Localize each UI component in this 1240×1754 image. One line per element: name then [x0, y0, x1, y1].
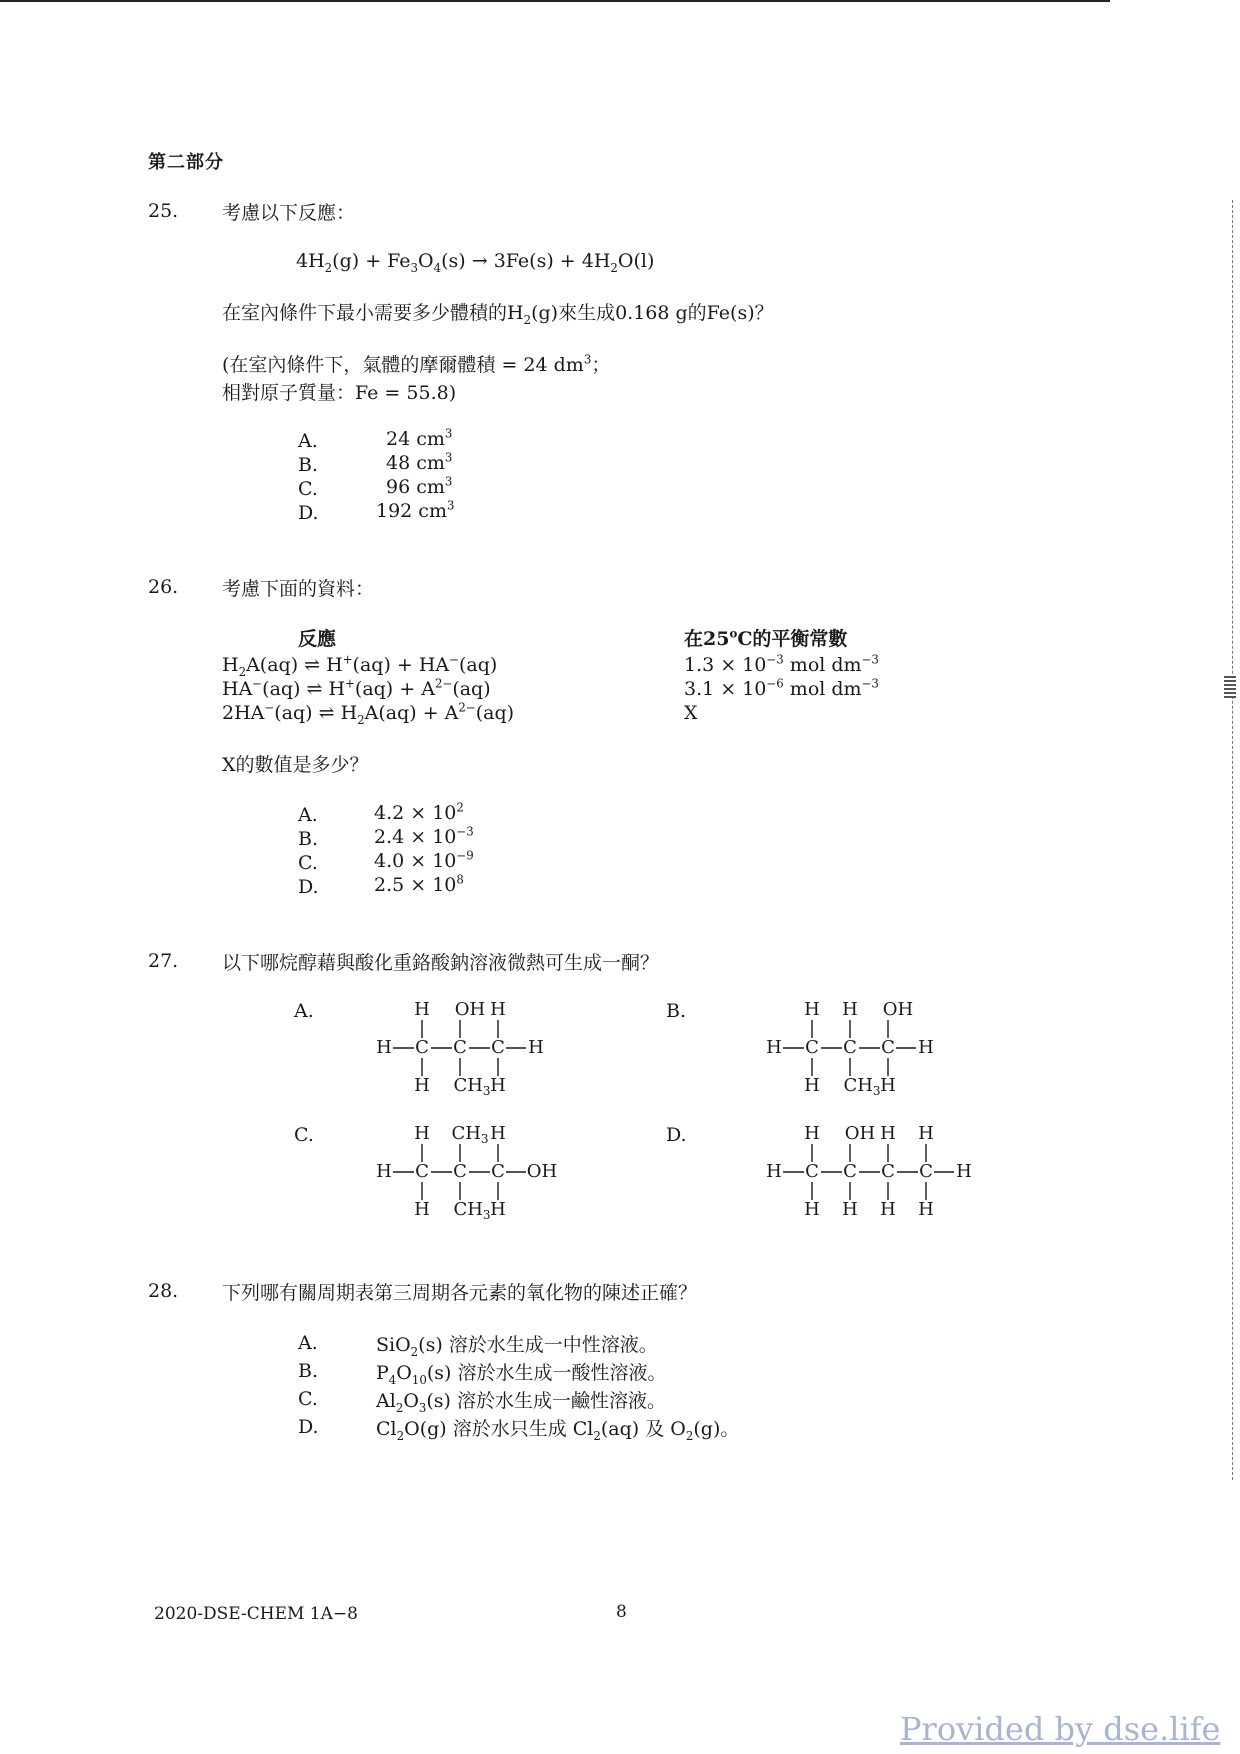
right-end-group: OH — [526, 1161, 558, 1182]
left-hydrogen-atom: H — [766, 1161, 782, 1182]
q25-option-b-letter: B. — [298, 454, 319, 476]
carbon-atom: C — [843, 1037, 857, 1058]
q25-given-atomic-mass: 相對原子質量：Fe = 55.8) — [222, 382, 457, 404]
substituent-top: OH — [882, 999, 914, 1020]
q25-option-a-value: 24 $cm^3$ — [386, 426, 453, 450]
q25-option-c-letter: C. — [298, 478, 318, 500]
q25-option-d-value: 192 $cm^3$ — [376, 498, 455, 522]
substituent-bottom: H — [880, 1075, 896, 1096]
q26-option-c-letter: C. — [298, 852, 318, 874]
carbon-atom: C — [491, 1037, 505, 1058]
substituent-top: H — [414, 999, 430, 1020]
q26-option-a-letter: A. — [298, 804, 318, 826]
side-margin-mark — [1224, 676, 1236, 698]
q26-row1-constant: $1.3 \times 10^{-3}$ mol $dm^{-3}$ — [684, 652, 879, 676]
q25-question: 在室內條件下最小需要多少體積的$H_2(g)$來生成0.168 g的Fe(s)？ — [222, 302, 774, 327]
q28-option-d-text: $Cl_2O(g)$ 溶於水只生成 $Cl_2(aq)$ 及 $O_2(g)$。 — [376, 1418, 740, 1443]
right-end-group: H — [528, 1037, 544, 1058]
carbon-atom: C — [881, 1037, 895, 1058]
substituent-top: H — [490, 999, 506, 1020]
q26-option-d-letter: D. — [298, 876, 319, 898]
q26-option-b-value: $2.4 \times 10^{-3}$ — [374, 824, 474, 848]
q25-prompt: 考慮以下反應： — [222, 202, 356, 224]
carbon-atom: C — [881, 1161, 895, 1182]
carbon-atom: C — [919, 1161, 933, 1182]
q26-number: 26. — [148, 576, 179, 598]
substituent-bottom: H — [490, 1075, 506, 1096]
q28-prompt: 下列哪有關周期表第三周期各元素的氧化物的陳述正確？ — [222, 1282, 698, 1304]
q26-option-b-letter: B. — [298, 828, 319, 850]
substituent-top: H — [490, 1123, 506, 1144]
substituent-top: OH — [844, 1123, 876, 1144]
q26-row3-reaction: 2HA−(aq) ⇌ $H_2A(aq) + A^{2-}(aq)$ — [222, 700, 515, 727]
q27-structure-b — [760, 996, 960, 1096]
q28-option-b-text: $P_4O_{10}(s)$ 溶於水生成一酸性溶液。 — [376, 1362, 667, 1387]
substituent-top: H — [804, 1123, 820, 1144]
q26-prompt: 考慮下面的資料： — [222, 578, 375, 600]
substituent-top: H — [918, 1123, 934, 1144]
substituent-top: H — [414, 1123, 430, 1144]
q28-option-c-text: $Al_2O_3(s)$ 溶於水生成一鹼性溶液。 — [376, 1390, 667, 1415]
carbon-atom: C — [453, 1161, 467, 1182]
carbon-atom: C — [805, 1161, 819, 1182]
q27-number: 27. — [148, 950, 179, 972]
q27-option-b-letter: B. — [666, 1000, 687, 1022]
q26-row3-constant: X — [684, 702, 698, 724]
substituent-bottom: $CH_3$ — [453, 1199, 491, 1222]
q25-given-molar-volume: (在室內條件下，氣體的摩爾體積 = 24 $dm^3$； — [222, 352, 611, 376]
substituent-top: H — [804, 999, 820, 1020]
carbon-atom: C — [805, 1037, 819, 1058]
q26-option-d-value: $2.5 \times 10^8$ — [374, 872, 464, 896]
q28-option-a-text: SiO$_2$(s) 溶於水生成一中性溶液。 — [376, 1334, 658, 1359]
left-hydrogen-atom: H — [766, 1037, 782, 1058]
q26-option-a-value: $4.2 \times 10^2$ — [374, 800, 464, 824]
q25-option-a-letter: A. — [298, 430, 318, 452]
carbon-atom: C — [843, 1161, 857, 1182]
top-border-line — [0, 0, 1110, 2]
q28-number: 28. — [148, 1280, 179, 1302]
right-end-group: H — [918, 1037, 934, 1058]
carbon-atom: C — [415, 1037, 429, 1058]
q27-option-c-letter: C. — [294, 1124, 314, 1146]
q26-option-c-value: $4.0 \times 10^{-9}$ — [374, 848, 474, 872]
substituent-bottom: H — [880, 1199, 896, 1220]
q27-prompt: 以下哪烷醇藉與酸化重鉻酸鈉溶液微熱可生成一酮？ — [222, 952, 660, 974]
substituent-top: $CH_3$ — [451, 1123, 489, 1146]
substituent-bottom: H — [414, 1199, 430, 1220]
q27-option-a-letter: A. — [294, 1000, 314, 1022]
q26-row1-reaction: $H_2A(aq)$ ⇌ H+(aq) + HA−(aq) — [222, 652, 498, 679]
substituent-bottom: $CH_3$ — [453, 1075, 491, 1098]
q25-number: 25. — [148, 200, 179, 222]
q25-option-d-letter: D. — [298, 502, 319, 524]
left-hydrogen-atom: H — [376, 1037, 392, 1058]
section-title: 第二部分 — [148, 152, 224, 173]
substituent-top: OH — [454, 999, 486, 1020]
q27-structure-c — [370, 1120, 590, 1220]
q28-option-b-letter: B. — [298, 1360, 319, 1382]
q27-option-d-letter: D. — [666, 1124, 687, 1146]
substituent-bottom: $CH_3$ — [843, 1075, 881, 1098]
q26-row2-constant: $3.1 \times 10^{-6}$ mol $dm^{-3}$ — [684, 676, 879, 700]
q26-question: X的數值是多少？ — [222, 754, 369, 776]
substituent-bottom: H — [804, 1075, 820, 1096]
right-end-group: H — [956, 1161, 972, 1182]
q28-option-d-letter: D. — [298, 1416, 319, 1438]
carbon-atom: C — [491, 1161, 505, 1182]
substituent-bottom: H — [414, 1075, 430, 1096]
q26-header-reaction: 反應 — [298, 628, 337, 650]
q26-header-constant: 在25$^o$C的平衡常數 — [684, 626, 848, 650]
q25-equation: $4H_2(g) + Fe_3O_4(s) \to 3Fe(s) + 4H_2O(l)$ — [296, 250, 655, 275]
page-number: 8 — [616, 1602, 627, 1622]
q26-row2-reaction: HA−(aq) ⇌ $H^+(aq) + A^{2-}(aq)$ — [222, 676, 491, 700]
q27-structure-d — [760, 1120, 980, 1220]
watermark-link[interactable]: Provided by dse.life — [900, 1710, 1221, 1748]
substituent-bottom: H — [804, 1199, 820, 1220]
q25-option-c-value: 96 $cm^3$ — [386, 474, 453, 498]
substituent-bottom: H — [490, 1199, 506, 1220]
substituent-bottom: H — [918, 1199, 934, 1220]
left-hydrogen-atom: H — [376, 1161, 392, 1182]
substituent-bottom: H — [842, 1199, 858, 1220]
q28-option-a-letter: A. — [298, 1332, 318, 1354]
paper-code: 2020-DSE-CHEM 1A−8 — [154, 1604, 358, 1624]
q25-option-b-value: 48 $cm^3$ — [386, 450, 453, 474]
substituent-top: H — [842, 999, 858, 1020]
carbon-atom: C — [453, 1037, 467, 1058]
q27-structure-a — [370, 996, 570, 1096]
page-edge-line — [1232, 200, 1234, 1480]
substituent-top: H — [880, 1123, 896, 1144]
carbon-atom: C — [415, 1161, 429, 1182]
q28-option-c-letter: C. — [298, 1388, 318, 1410]
